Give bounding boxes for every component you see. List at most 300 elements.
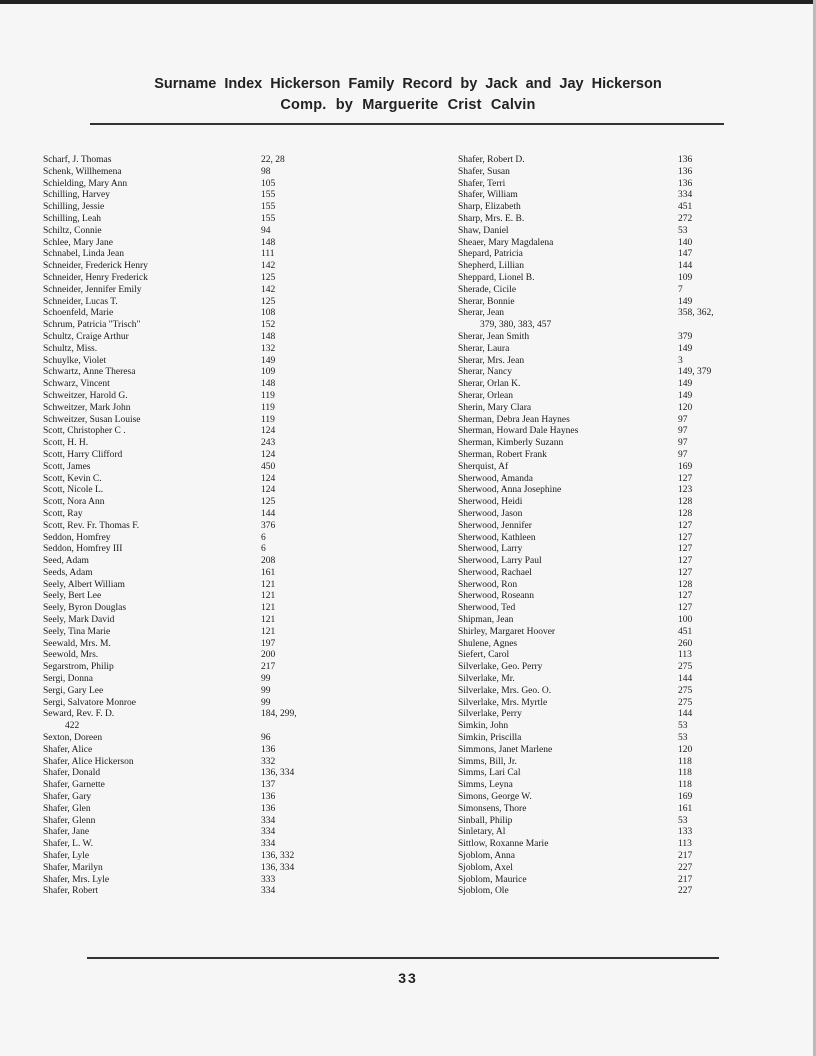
index-entry: [43, 698, 323, 710]
entry-pages: 379: [678, 331, 693, 342]
index-entry: [458, 426, 748, 438]
index-entry: [458, 332, 748, 344]
entry-name: Schneider, Frederick Henry: [43, 261, 148, 272]
entry-name: Schwartz, Anne Theresa: [43, 367, 136, 378]
entry-pages: 149: [261, 355, 276, 366]
entry-pages: 197: [261, 638, 276, 649]
entry-pages: 127: [678, 591, 693, 602]
entry-pages: 161: [678, 803, 693, 814]
entry-name: Shafer, Gary: [43, 792, 92, 803]
entry-name: Shulene, Agnes: [458, 638, 518, 649]
entry-pages: 243: [261, 438, 276, 449]
entry-pages: 128: [678, 508, 693, 519]
entry-name: Sherwood, Ted: [458, 603, 516, 614]
index-entry: [43, 297, 323, 309]
index-entry: [43, 167, 323, 179]
entry-pages: 121: [261, 626, 276, 637]
entry-name: Sherwood, Larry: [458, 544, 523, 555]
entry-pages: 333: [261, 874, 276, 885]
index-entry: [43, 686, 323, 698]
entry-name: Seed, Adam: [43, 556, 89, 567]
entry-pages: 6: [261, 532, 266, 543]
index-entry: [458, 521, 748, 533]
index-entry: [458, 804, 748, 816]
entry-name: Schwarz, Vincent: [43, 379, 110, 390]
index-entry: [43, 757, 323, 769]
entry-name: Shipman, Jean: [458, 615, 514, 626]
entry-pages: 136: [261, 803, 276, 814]
index-entry: [43, 497, 323, 509]
index-entry-continuation: [458, 320, 748, 332]
index-entry: [458, 580, 748, 592]
entry-name: Shafer, Donald: [43, 768, 101, 779]
entry-name: Shafer, Robert D.: [458, 155, 525, 165]
entry-name: Sherwood, Larry Paul: [458, 556, 542, 567]
index-entry: [458, 308, 748, 320]
entry-name: Sexton, Doreen: [43, 733, 103, 744]
entry-pages: 227: [678, 862, 693, 873]
entry-name: Shepard, Patricia: [458, 249, 523, 260]
index-entry: [43, 544, 323, 556]
index-entry: [43, 344, 323, 356]
entry-pages: 127: [678, 520, 693, 531]
entry-pages: 120: [678, 402, 693, 413]
entry-name: Sergi, Donna: [43, 674, 93, 685]
index-entry: [458, 190, 748, 202]
index-entry: [43, 851, 323, 863]
entry-name: Scott, Kevin C.: [43, 473, 102, 484]
index-entry: [458, 591, 748, 603]
entry-pages: 53: [678, 733, 688, 744]
entry-pages: 53: [678, 721, 688, 732]
index-entry: [458, 627, 748, 639]
entry-name: Schultz, Miss.: [43, 343, 98, 354]
entry-name: Schultz, Craige Arthur: [43, 331, 129, 342]
entry-pages: 97: [678, 449, 688, 460]
entry-pages: 148: [261, 237, 276, 248]
index-entry: [43, 367, 323, 379]
index-entry: [458, 462, 748, 474]
entry-name: Shafer, Terri: [458, 178, 506, 189]
index-entry: [458, 863, 748, 875]
index-entry-continuation: [43, 721, 323, 733]
entry-name: Seely, Byron Douglas: [43, 603, 127, 614]
entry-pages: 136, 334: [261, 862, 295, 873]
index-entry: [458, 155, 748, 167]
entry-name: Sherwood, Amanda: [458, 473, 533, 484]
entry-name: Sherman, Debra Jean Haynes: [458, 414, 570, 425]
index-entry: [458, 485, 748, 497]
entry-pages: 275: [678, 685, 693, 696]
entry-name: Sherwood, Ron: [458, 579, 518, 590]
entry-pages: 125: [261, 272, 276, 283]
index-entry: [43, 474, 323, 486]
index-entry: [458, 745, 748, 757]
entry-name: Sherwood, Rachael: [458, 567, 532, 578]
entry-name: Scott, Ray: [43, 508, 83, 519]
entry-pages: 149: [678, 390, 693, 401]
entry-name: Shafer, Garnette: [43, 780, 105, 791]
entry-pages: 136: [261, 792, 276, 803]
index-entry: [43, 556, 323, 568]
left-index-column: [43, 155, 323, 898]
entry-pages: 108: [261, 308, 276, 319]
entry-name: Sherar, Jean: [458, 308, 505, 319]
entry-pages: 169: [678, 461, 693, 472]
index-entry: [43, 615, 323, 627]
entry-pages: 124: [261, 449, 276, 460]
entry-name: Scharf, J. Thomas: [43, 155, 112, 165]
entry-name: Schilling, Harvey: [43, 190, 111, 201]
entry-pages: 124: [261, 473, 276, 484]
entry-pages: 376: [261, 520, 276, 531]
index-entry: [458, 379, 748, 391]
entry-name: Sheaer, Mary Magdalena: [458, 237, 554, 248]
footer-divider: [87, 957, 719, 959]
entry-pages: 127: [678, 556, 693, 567]
entry-pages: 136: [261, 744, 276, 755]
entry-pages: 332: [261, 756, 276, 767]
entry-pages: 144: [678, 261, 693, 272]
index-entry: [43, 875, 323, 887]
entry-name: Sherman, Kimberly Suzann: [458, 438, 564, 449]
index-entry: [458, 285, 748, 297]
index-entry: [43, 839, 323, 851]
entry-name: Shafer, Lyle: [43, 851, 90, 862]
index-entry: [458, 875, 748, 887]
entry-name: Segarstrom, Philip: [43, 662, 114, 673]
entry-name: Schrum, Patricia "Trisch": [43, 320, 141, 331]
entry-pages: 155: [261, 190, 276, 201]
index-entry: [43, 674, 323, 686]
index-entry: [43, 580, 323, 592]
index-entry: [43, 533, 323, 545]
entry-pages: 140: [678, 237, 693, 248]
entry-pages: 136, 334: [261, 768, 295, 779]
entry-pages: 119: [261, 390, 275, 401]
entry-name: Sjoblom, Anna: [458, 851, 516, 862]
index-entry: [43, 509, 323, 521]
index-entry: [458, 297, 748, 309]
entry-pages: 127: [678, 544, 693, 555]
index-entry: [458, 650, 748, 662]
index-entry: [43, 249, 323, 261]
index-entry: [458, 827, 748, 839]
entry-name: Sharp, Elizabeth: [458, 202, 521, 213]
index-entry: [458, 344, 748, 356]
index-entry: [43, 627, 323, 639]
index-entry: [458, 721, 748, 733]
entry-pages: 125: [261, 296, 276, 307]
index-entry: [43, 863, 323, 875]
entry-name: Schilling, Leah: [43, 213, 102, 224]
entry-name: Sherwood, Anna Josephine: [458, 485, 562, 496]
index-entry: [458, 450, 748, 462]
index-entry: [43, 238, 323, 250]
index-entry: [458, 214, 748, 226]
entry-pages: 161: [261, 567, 276, 578]
header-title: Surname Index Hickerson Family Record by Jack and Jay Hickerson: [154, 76, 662, 92]
entry-name: Shafer, Alice: [43, 744, 93, 755]
index-entry: [458, 179, 748, 191]
index-entry: [43, 438, 323, 450]
entry-name: Seely, Bert Lee: [43, 591, 102, 602]
entry-pages: 451: [678, 626, 693, 637]
index-entry: [43, 650, 323, 662]
entry-pages: 127: [678, 532, 693, 543]
entry-name: Seewald, Mrs. M.: [43, 638, 111, 649]
entry-pages: 53: [678, 225, 688, 236]
entry-name: Seewold, Mrs.: [43, 650, 99, 661]
entry-name: Schneider, Jennifer Emily: [43, 284, 142, 295]
entry-pages: 200: [261, 650, 276, 661]
entry-name: Sergi, Gary Lee: [43, 685, 104, 696]
entry-name: Sjoblom, Axel: [458, 862, 513, 873]
entry-name: Sherar, Jean Smith: [458, 331, 530, 342]
index-entry: [458, 733, 748, 745]
entry-pages: 217: [678, 874, 693, 885]
entry-pages: 111: [261, 249, 275, 260]
entry-name: Schoenfeld, Marie: [43, 308, 114, 319]
entry-name: 379, 380, 383, 457: [480, 320, 552, 331]
entry-pages: 7: [678, 284, 683, 295]
entry-pages: 148: [261, 331, 276, 342]
entry-name: Seely, Mark David: [43, 615, 115, 626]
entry-name: Sherwood, Heidi: [458, 497, 523, 508]
entry-pages: 98: [261, 166, 271, 177]
entry-pages: 184, 299,: [261, 709, 297, 720]
entry-name: Schlee, Mary Jane: [43, 237, 113, 248]
entry-pages: 275: [678, 697, 693, 708]
entry-pages: 136: [678, 166, 693, 177]
entry-name: Seward, Rev. F. D.: [43, 709, 115, 720]
entry-pages: 334: [261, 839, 276, 850]
entry-pages: 217: [261, 662, 276, 673]
entry-name: Sherar, Laura: [458, 343, 510, 354]
entry-pages: 208: [261, 556, 276, 567]
entry-pages: 120: [678, 744, 693, 755]
entry-pages: 97: [678, 438, 688, 449]
entry-pages: 128: [678, 497, 693, 508]
index-entry: [43, 379, 323, 391]
entry-pages: 272: [678, 213, 693, 224]
entry-name: Shafer, Mrs. Lyle: [43, 874, 110, 885]
entry-name: Shafer, Susan: [458, 166, 510, 177]
entry-pages: 155: [261, 202, 276, 213]
entry-pages: 97: [678, 414, 688, 425]
index-entry: [458, 533, 748, 545]
entry-name: Simmons, Janet Marlene: [458, 744, 553, 755]
index-entry: [43, 603, 323, 615]
entry-name: Sharp, Mrs. E. B.: [458, 213, 525, 224]
index-entry: [43, 792, 323, 804]
entry-pages: 3: [678, 355, 683, 366]
entry-name: Scott, Harry Clifford: [43, 449, 123, 460]
entry-name: Silverlake, Geo. Perry: [458, 662, 543, 673]
index-entry: [43, 273, 323, 285]
index-entry: [458, 709, 748, 721]
entry-name: Scott, Nicole L.: [43, 485, 104, 496]
entry-name: Simkin, Priscilla: [458, 733, 522, 744]
index-entry: [458, 615, 748, 627]
index-entry: [458, 403, 748, 415]
index-entry: [458, 497, 748, 509]
index-entry: [458, 568, 748, 580]
header-divider: [90, 123, 724, 125]
entry-name: Schenk, Willhemena: [43, 166, 122, 177]
entry-pages: 125: [261, 497, 276, 508]
entry-pages: 148: [261, 379, 276, 390]
entry-pages: 113: [678, 839, 692, 850]
entry-name: Simms, Bill, Jr.: [458, 756, 517, 767]
index-entry: [458, 816, 748, 828]
index-entry: [458, 698, 748, 710]
entry-name: Shafer, Marilyn: [43, 862, 103, 873]
index-entry: [43, 415, 323, 427]
entry-name: Shaw, Daniel: [458, 225, 509, 236]
index-entry: [458, 686, 748, 698]
index-entry: [458, 202, 748, 214]
entry-name: Schneider, Lucas T.: [43, 296, 118, 307]
entry-pages: 118: [678, 780, 692, 791]
index-entry: [43, 403, 323, 415]
entry-pages: 127: [678, 567, 693, 578]
index-entry: [458, 273, 748, 285]
entry-pages: 149: [678, 343, 693, 354]
entry-pages: 217: [678, 851, 693, 862]
entry-name: Scott, Christopher C .: [43, 426, 126, 437]
entry-pages: 142: [261, 284, 276, 295]
entry-name: Sherar, Mrs. Jean: [458, 355, 525, 366]
entry-pages: 152: [261, 320, 276, 331]
entry-name: Schiltz, Connie: [43, 225, 102, 236]
entry-pages: 124: [261, 485, 276, 496]
entry-pages: 99: [261, 685, 271, 696]
entry-pages: 334: [261, 827, 276, 838]
index-entry: [458, 226, 748, 238]
entry-name: 422: [65, 721, 80, 732]
entry-name: Silverlake, Mrs. Myrtle: [458, 697, 548, 708]
entry-pages: 121: [261, 591, 276, 602]
entry-name: Seddon, Homfrey III: [43, 544, 123, 555]
entry-name: Sjoblom, Maurice: [458, 874, 527, 885]
index-entry: [43, 827, 323, 839]
entry-pages: 147: [678, 249, 693, 260]
entry-name: Schielding, Mary Ann: [43, 178, 128, 189]
index-entry: [43, 733, 323, 745]
entry-name: Shafer, Robert: [43, 886, 99, 897]
entry-pages: 358, 362,: [678, 308, 714, 319]
entry-name: Sherwood, Jennifer: [458, 520, 532, 531]
entry-name: Simkin, John: [458, 721, 509, 732]
entry-pages: 450: [261, 461, 276, 472]
entry-pages: 136: [678, 178, 693, 189]
entry-pages: 169: [678, 792, 693, 803]
entry-name: Seely, Tina Marie: [43, 626, 111, 637]
entry-name: Schweitzer, Mark John: [43, 402, 131, 413]
index-entry: [458, 757, 748, 769]
entry-name: Schneider, Henry Frederick: [43, 272, 148, 283]
entry-pages: 99: [261, 674, 271, 685]
entry-name: Siefert, Carol: [458, 650, 510, 661]
index-entry: [43, 391, 323, 403]
index-entry: [43, 745, 323, 757]
index-entry: [458, 792, 748, 804]
entry-name: Sherar, Bonnie: [458, 296, 515, 307]
entry-name: Shafer, Glen: [43, 803, 91, 814]
entry-pages: 149, 379: [678, 367, 712, 378]
index-entry: [458, 474, 748, 486]
entry-pages: 119: [261, 414, 275, 425]
index-entry: [43, 285, 323, 297]
index-entry: [458, 544, 748, 556]
index-entry: [43, 261, 323, 273]
entry-pages: 149: [678, 296, 693, 307]
index-entry: [43, 709, 323, 721]
entry-pages: 149: [678, 379, 693, 390]
entry-name: Simons, George W.: [458, 792, 532, 803]
entry-pages: 128: [678, 579, 693, 590]
index-entry: [458, 509, 748, 521]
entry-pages: 119: [261, 402, 275, 413]
index-entry: [458, 768, 748, 780]
entry-pages: 121: [261, 615, 276, 626]
entry-name: Shirley, Margaret Hoover: [458, 626, 556, 637]
index-entry: [43, 462, 323, 474]
entry-pages: 275: [678, 662, 693, 673]
entry-name: Simms, Leyna: [458, 780, 513, 791]
entry-pages: 113: [678, 650, 692, 661]
entry-pages: 133: [678, 827, 693, 838]
entry-name: Shafer, L. W.: [43, 839, 94, 850]
index-entry: [458, 391, 748, 403]
entry-pages: 334: [261, 815, 276, 826]
entry-name: Simonsens, Thore: [458, 803, 527, 814]
entry-name: Sherman, Robert Frank: [458, 449, 547, 460]
entry-pages: 53: [678, 815, 688, 826]
index-entry: [43, 886, 323, 898]
entry-pages: 22, 28: [261, 155, 285, 165]
index-entry: [458, 674, 748, 686]
index-entry: [458, 662, 748, 674]
index-entry: [43, 780, 323, 792]
entry-name: Sherwood, Jason: [458, 508, 523, 519]
index-entry: [43, 308, 323, 320]
entry-pages: 227: [678, 886, 693, 897]
entry-name: Sherin, Mary Clara: [458, 402, 532, 413]
entry-pages: 144: [678, 709, 693, 720]
entry-pages: 144: [678, 674, 693, 685]
entry-pages: 260: [678, 638, 693, 649]
header-compiler: Comp. by Marguerite Crist Calvin: [280, 97, 536, 113]
index-entry: [458, 238, 748, 250]
entry-name: Shafer, Alice Hickerson: [43, 756, 134, 767]
index-entry: [458, 167, 748, 179]
entry-name: Schweitzer, Susan Louise: [43, 414, 141, 425]
entry-pages: 94: [261, 225, 271, 236]
index-entry: [43, 332, 323, 344]
entry-name: Sheppard, Lionel B.: [458, 272, 535, 283]
entry-name: Schnabel, Linda Jean: [43, 249, 124, 260]
entry-name: Schweitzer, Harold G.: [43, 390, 128, 401]
index-entry: [458, 249, 748, 261]
entry-name: Scott, James: [43, 461, 91, 472]
entry-name: Sherwood, Roseann: [458, 591, 534, 602]
index-entry: [458, 851, 748, 863]
index-entry: [43, 179, 323, 191]
index-entry: [43, 816, 323, 828]
entry-name: Seddon, Homfrey: [43, 532, 111, 543]
